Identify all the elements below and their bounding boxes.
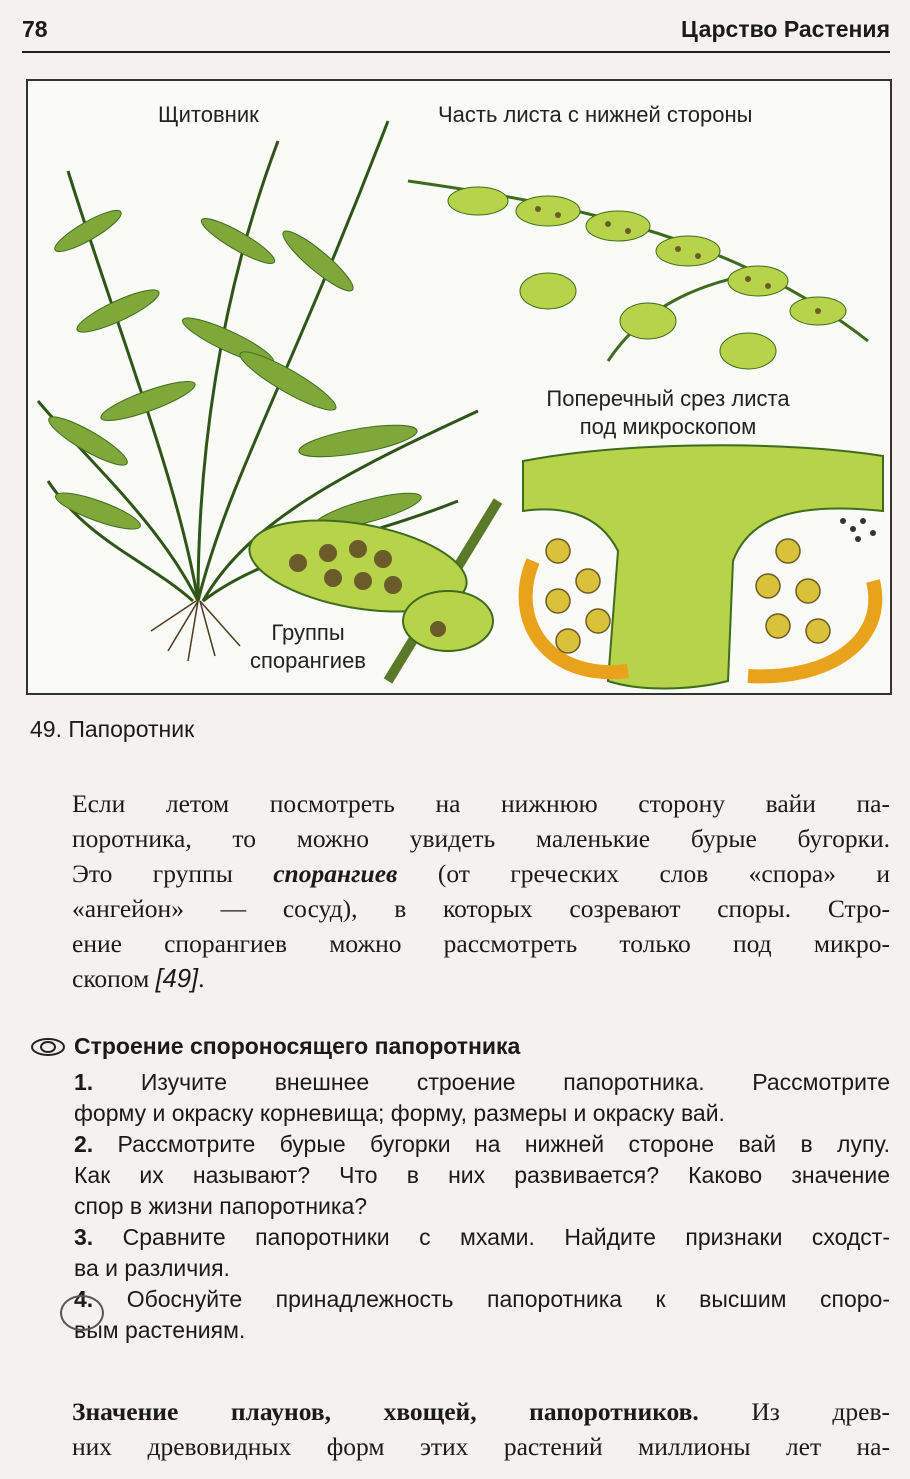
cross-section-drawing [523, 445, 883, 688]
task-number: 3. [74, 1224, 94, 1250]
eye-icon [30, 1037, 66, 1057]
task-3-line2: ва и различия. [74, 1255, 230, 1281]
fern-figure [26, 79, 892, 695]
figure-caption: 49. Папоротник [30, 716, 195, 742]
lab-title: Строение спороносящего папоротника [74, 1033, 521, 1059]
text-run: Изучите внешнее строение папоротника. Рассмотрите [93, 1069, 890, 1095]
task-2-line2: Как их называют? Что в них развивается? Каково значение [74, 1162, 890, 1188]
label-sporangia-line1: Группы [271, 620, 345, 645]
text-run: Из древ- [698, 1397, 890, 1426]
task-4-line1 [74, 1284, 890, 1315]
task-1-line1 [74, 1067, 890, 1098]
text-run: Обоснуйте принадлежность папоротника к высшим споро- [93, 1286, 890, 1312]
paragraph-significance [72, 1394, 890, 1464]
paragraph-line: них древовидных форм этих растений миллионы лет на- [72, 1432, 890, 1461]
fern-leaflets [44, 204, 424, 536]
paragraph-sporangia [72, 786, 890, 997]
label-leaf-part: Часть листа с нижней стороны [438, 102, 753, 127]
text-run: Сравните папоротники с мхами. Найдите признаки сходст- [93, 1224, 890, 1250]
task-number: 4. [74, 1286, 94, 1312]
leaf-part-drawing [408, 181, 868, 369]
paragraph-line [72, 961, 890, 997]
header-rule [22, 51, 890, 53]
text-run: (от греческих слов «спора» и [397, 859, 890, 888]
label-fern: Щитовник [158, 102, 259, 127]
fern-roots [151, 601, 240, 661]
label-cross-section-line1: Поперечный срез листа [546, 386, 790, 411]
section-heading-inline: Значение плаунов, хвощей, папоротников. [72, 1397, 699, 1426]
paragraph-line: поротника, то можно увидеть маленькие бурые бугорки. [72, 824, 890, 853]
task-number: 2. [74, 1131, 94, 1157]
task-2-line3: спор в жизни папоротника? [74, 1193, 368, 1219]
label-sporangia-line2: спорангиев [249, 647, 366, 673]
text-run: Рассмотрите бурые бугорки на нижней стороне вай в лупу. [93, 1131, 890, 1157]
text-run: скопом [72, 964, 156, 993]
page-number: 78 [22, 16, 48, 42]
task-4-line2: вым растениям. [74, 1317, 246, 1343]
task-1-line2: форму и окраску корневища; форму, размеры и окраску вай. [74, 1100, 725, 1126]
task-number: 1. [74, 1069, 94, 1095]
paragraph-line: «ангейон» — сосуд), в которых созревают споры. Стро- [72, 894, 890, 923]
lab-task-list [74, 1067, 890, 1346]
term-sporangia: спорангиев [273, 859, 398, 888]
label-cross-section [498, 385, 838, 440]
text-run: . [198, 964, 205, 993]
running-title: Царство Растения [681, 16, 890, 42]
text-run: Это группы [72, 859, 274, 888]
task-2-line1 [74, 1129, 890, 1160]
page-header [22, 14, 890, 50]
pencil-circle-mark [60, 1295, 104, 1331]
paragraph-line [72, 856, 890, 891]
label-sporangia [228, 619, 388, 674]
paragraph-line [72, 1394, 890, 1429]
task-3-line1 [74, 1222, 890, 1253]
label-cross-section-line2: под микроскопом [579, 413, 757, 439]
paragraph-line: ение спорангиев можно рассмотреть только под микро- [72, 929, 890, 958]
paragraph-line: Если летом посмотреть на нижнюю сторону вайи па- [72, 789, 890, 818]
figure-reference: [49] [155, 965, 199, 993]
